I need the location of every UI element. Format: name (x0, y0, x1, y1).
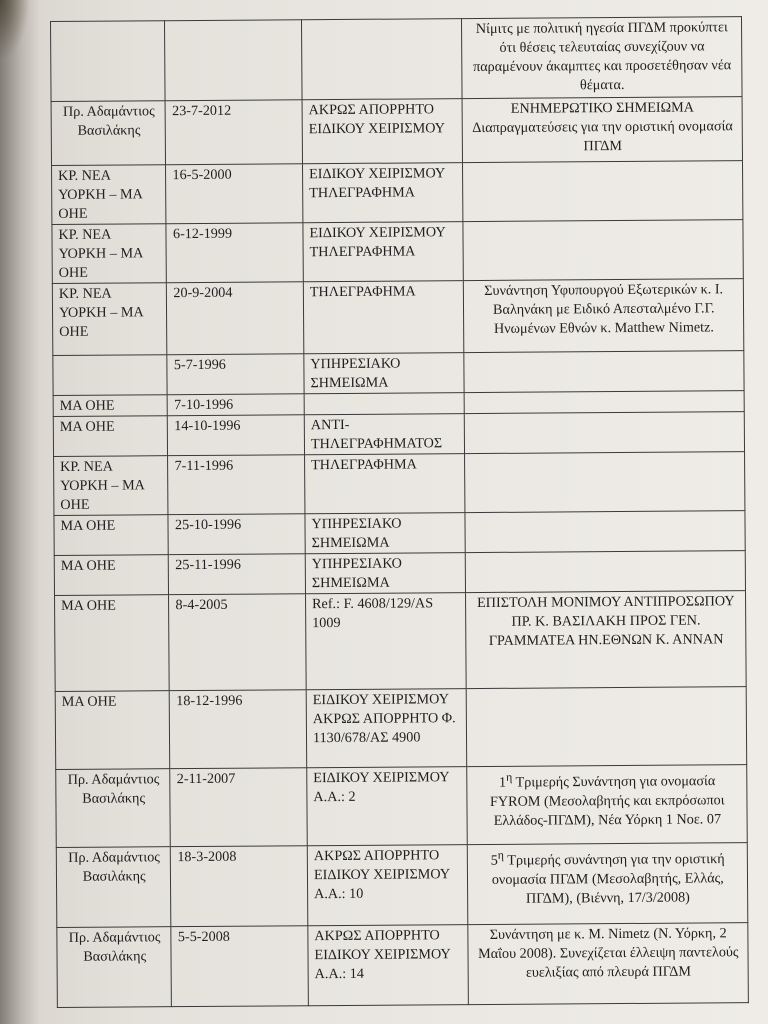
type-cell: ΕΙΔΙΚΟΥ ΧΕΙΡΙΣΜΟΥ ΤΗΛΕΓΡΑΦΗΜΑ (303, 222, 463, 282)
type-cell (301, 19, 461, 100)
type-cell: ΕΙΔΙΚΟΥ ΧΕΙΡΙΣΜΟΥ ΤΗΛΕΓΡΑΦΗΜΑ (302, 163, 462, 223)
type-cell: ΤΗΛΕΓΡΑΦΗΜΑ (305, 454, 465, 514)
table-row (56, 843, 748, 928)
sender-cell: ΜΑ ΟΗΕ (53, 416, 168, 457)
subject-cell: ΕΝΗΜΕΡΩΤΙΚΟ ΣΗΜΕΙΩΜΑ Διαπραγματεύσεις για την οριστική ονομασία ΠΓΔΜ (462, 97, 743, 163)
sender-cell: ΚΡ. ΝΕΑ ΥΟΡΚΗ – ΜΑ ΟΗΕ (52, 165, 167, 225)
table-row (52, 161, 743, 225)
subject-cell: ΕΠΙΣΤΟΛΗ ΜΟΝΙΜΟΥ ΑΝΤΙΠΡΟΣΩΠΟΥ ΠΡ. Κ. ΒΑΣΙΛΑΚΗ ΠΡΟΣ ΓΕΝ. ΓΡΑΜΜΑΤΕΑ ΗΝ.ΕΘΝΩΝ Κ. ΑΝΝΑΝ (465, 591, 746, 689)
date-cell: 20-9-2004 (167, 282, 304, 355)
date-cell: 2-11-2007 (170, 768, 307, 847)
type-cell: ΥΠΗΡΕΣΙΑΚΟ ΣΗΜΕΙΩΜΑ (304, 353, 464, 394)
date-cell: 25-11-1996 (169, 554, 306, 595)
date-cell: 6-12-1999 (166, 223, 303, 283)
ordinal-suffix: η (505, 769, 513, 784)
type-cell (304, 393, 464, 415)
table-row (56, 765, 748, 848)
sender-cell: ΚΡ. ΝΕΑ ΥΟΡΚΗ – ΜΑ ΟΗΕ (52, 224, 167, 284)
sender-cell: Πρ. Αδαμάντιος Βασιλάκης (57, 927, 172, 1008)
sender-cell: ΜΑ ΟΗΕ (53, 395, 168, 417)
type-cell: ΤΗΛΕΓΡΑΦΗΜΑ (303, 281, 463, 354)
table-row (54, 551, 745, 596)
table-row (54, 511, 745, 556)
date-cell: 25-10-1996 (168, 514, 305, 555)
subject-cell: Νίμιτς με πολιτική ηγεσία ΠΓΔΜ προκύπτει ότι θέσεις τελευταίας συνεχίζουν να παραμένουν άκαμπτες και προσετέθησαν νέα θέματα. (461, 17, 742, 99)
table-row (53, 412, 744, 457)
subject-cell (467, 843, 748, 925)
date-cell: 7-10-1996 (168, 394, 305, 416)
date-cell: 23-7-2012 (166, 100, 303, 165)
sender-cell: Πρ. Αδαμάντιος Βασιλάκης (51, 101, 166, 166)
date-cell: 5-7-1996 (167, 354, 304, 395)
page-corner-shadow (0, 0, 30, 60)
ordinal-suffix: η (497, 847, 504, 862)
ordinal-number: 1 (498, 774, 507, 791)
subject-text: Τριμερής συνάντηση για την οριστική ονομασία ΠΓΔΜ (Μεσολαβητής, Ελλάς, ΠΓΔΜ), (Βιέννη, 17/3/2008) (491, 851, 725, 907)
sender-cell (51, 21, 166, 102)
type-cell: ΑΚΡΩΣ ΑΠΟΡΡΗΤΟ ΕΙΔΙΚΟΥ ΧΕΙΡΙΣΜΟΥ Α.Α.: 14 (308, 925, 468, 1006)
subject-cell (465, 511, 746, 553)
type-cell: ΕΙΔΙΚΟΥ ΧΕΙΡΙΣΜΟΥ Α.Α.: 2 (307, 767, 467, 846)
subject-cell (464, 391, 745, 414)
subject-cell: Συνάντηση Υφυπουργού Εξωτερικών κ. Ι. Βαληνάκη με Ειδικό Απεσταλμένο Γ.Γ. Ηνωμένων Εθνών κ. Matthew Nimetz. (463, 279, 744, 353)
sender-cell: ΜΑ ΟΗΕ (54, 555, 169, 596)
type-cell: ΑΝΤΙ-ΤΗΛΕΓΡΑΦΗΜΑΤΟΣ (304, 414, 464, 455)
sender-cell: ΜΑ ΟΗΕ (55, 691, 170, 770)
type-cell: ΑΚΡΩΣ ΑΠΟΡΡΗΤΟ ΕΙΔΙΚΟΥ ΧΕΙΡΙΣΜΟΥ Α.Α.: 10 (307, 845, 467, 926)
type-cell: ΥΠΗΡΕΣΙΑΚΟ ΣΗΜΕΙΩΜΑ (305, 513, 465, 554)
sender-cell: ΚΡ. ΝΕΑ ΥΟΡΚΗ – ΜΑ ΟΗΕ (52, 283, 167, 356)
date-cell: 7-11-1996 (168, 455, 305, 515)
subject-cell (466, 687, 747, 767)
subject-cell (464, 452, 745, 513)
sender-cell: ΜΑ ΟΗΕ (54, 515, 169, 556)
table-row (57, 923, 749, 1008)
sender-cell: Πρ. Αδαμάντιος Βασιλάκης (56, 847, 171, 928)
subject-text: Τριμερής Συνάντηση για ονομασία FYROM (Μεσολαβητής και εκπρόσωποι Ελλάδος-ΠΓΔΜ), Νέα Υόρκη 1 Νοε. 07 (489, 773, 725, 829)
date-cell: 16-5-2000 (166, 164, 303, 224)
document-table (50, 16, 749, 1008)
subject-cell (466, 765, 747, 845)
ordinal-number: 5 (490, 852, 498, 869)
table-row (55, 591, 747, 692)
subject-cell (462, 220, 743, 281)
table-row (51, 17, 743, 102)
table-row (55, 687, 747, 770)
page-edge-shadow (0, 0, 40, 1024)
date-cell: 8-4-2005 (169, 594, 306, 691)
table-row (54, 452, 745, 516)
sender-cell (53, 355, 168, 396)
date-cell: 14-10-1996 (168, 415, 305, 456)
table-row (51, 97, 742, 166)
date-cell: 5-5-2008 (171, 926, 308, 1007)
sender-cell: Πρ. Αδαμάντιος Βασιλάκης (56, 769, 171, 848)
table-row (53, 351, 744, 396)
date-cell: 18-12-1996 (170, 690, 307, 769)
type-cell: ΑΚΡΩΣ ΑΠΟΡΡΗΤΟ ΕΙΔΙΚΟΥ ΧΕΙΡΙΣΜΟΥ (302, 99, 462, 164)
subject-cell: Συνάντηση με κ. M. Nimetz (Ν. Υόρκη, 2 Μαΐου 2008). Συνεχίζεται έλλειψη παντελούς ευελιξίας από πλευρά ΠΓΔΜ (467, 923, 748, 1005)
date-cell (165, 20, 302, 101)
table-row (52, 220, 743, 284)
sender-cell: ΜΑ ΟΗΕ (55, 595, 170, 692)
subject-cell (463, 351, 744, 393)
subject-cell (465, 551, 746, 593)
type-cell: ΕΙΔΙΚΟΥ ΧΕΙΡΙΣΜΟΥ ΑΚΡΩΣ ΑΠΟΡΡΗΤΟ Φ. 1130/678/ΑΣ 4900 (306, 689, 466, 768)
sender-cell: ΚΡ. ΝΕΑ ΥΟΡΚΗ – ΜΑ ΟΗΕ (54, 456, 169, 516)
subject-cell (462, 161, 743, 222)
date-cell: 18-3-2008 (171, 846, 308, 927)
type-cell: Ref.: F. 4608/129/AS 1009 (305, 593, 465, 690)
subject-cell (464, 412, 745, 454)
table-row (52, 279, 743, 356)
type-cell: ΥΠΗΡΕΣΙΑΚΟ ΣΗΜΕΙΩΜΑ (305, 553, 465, 594)
